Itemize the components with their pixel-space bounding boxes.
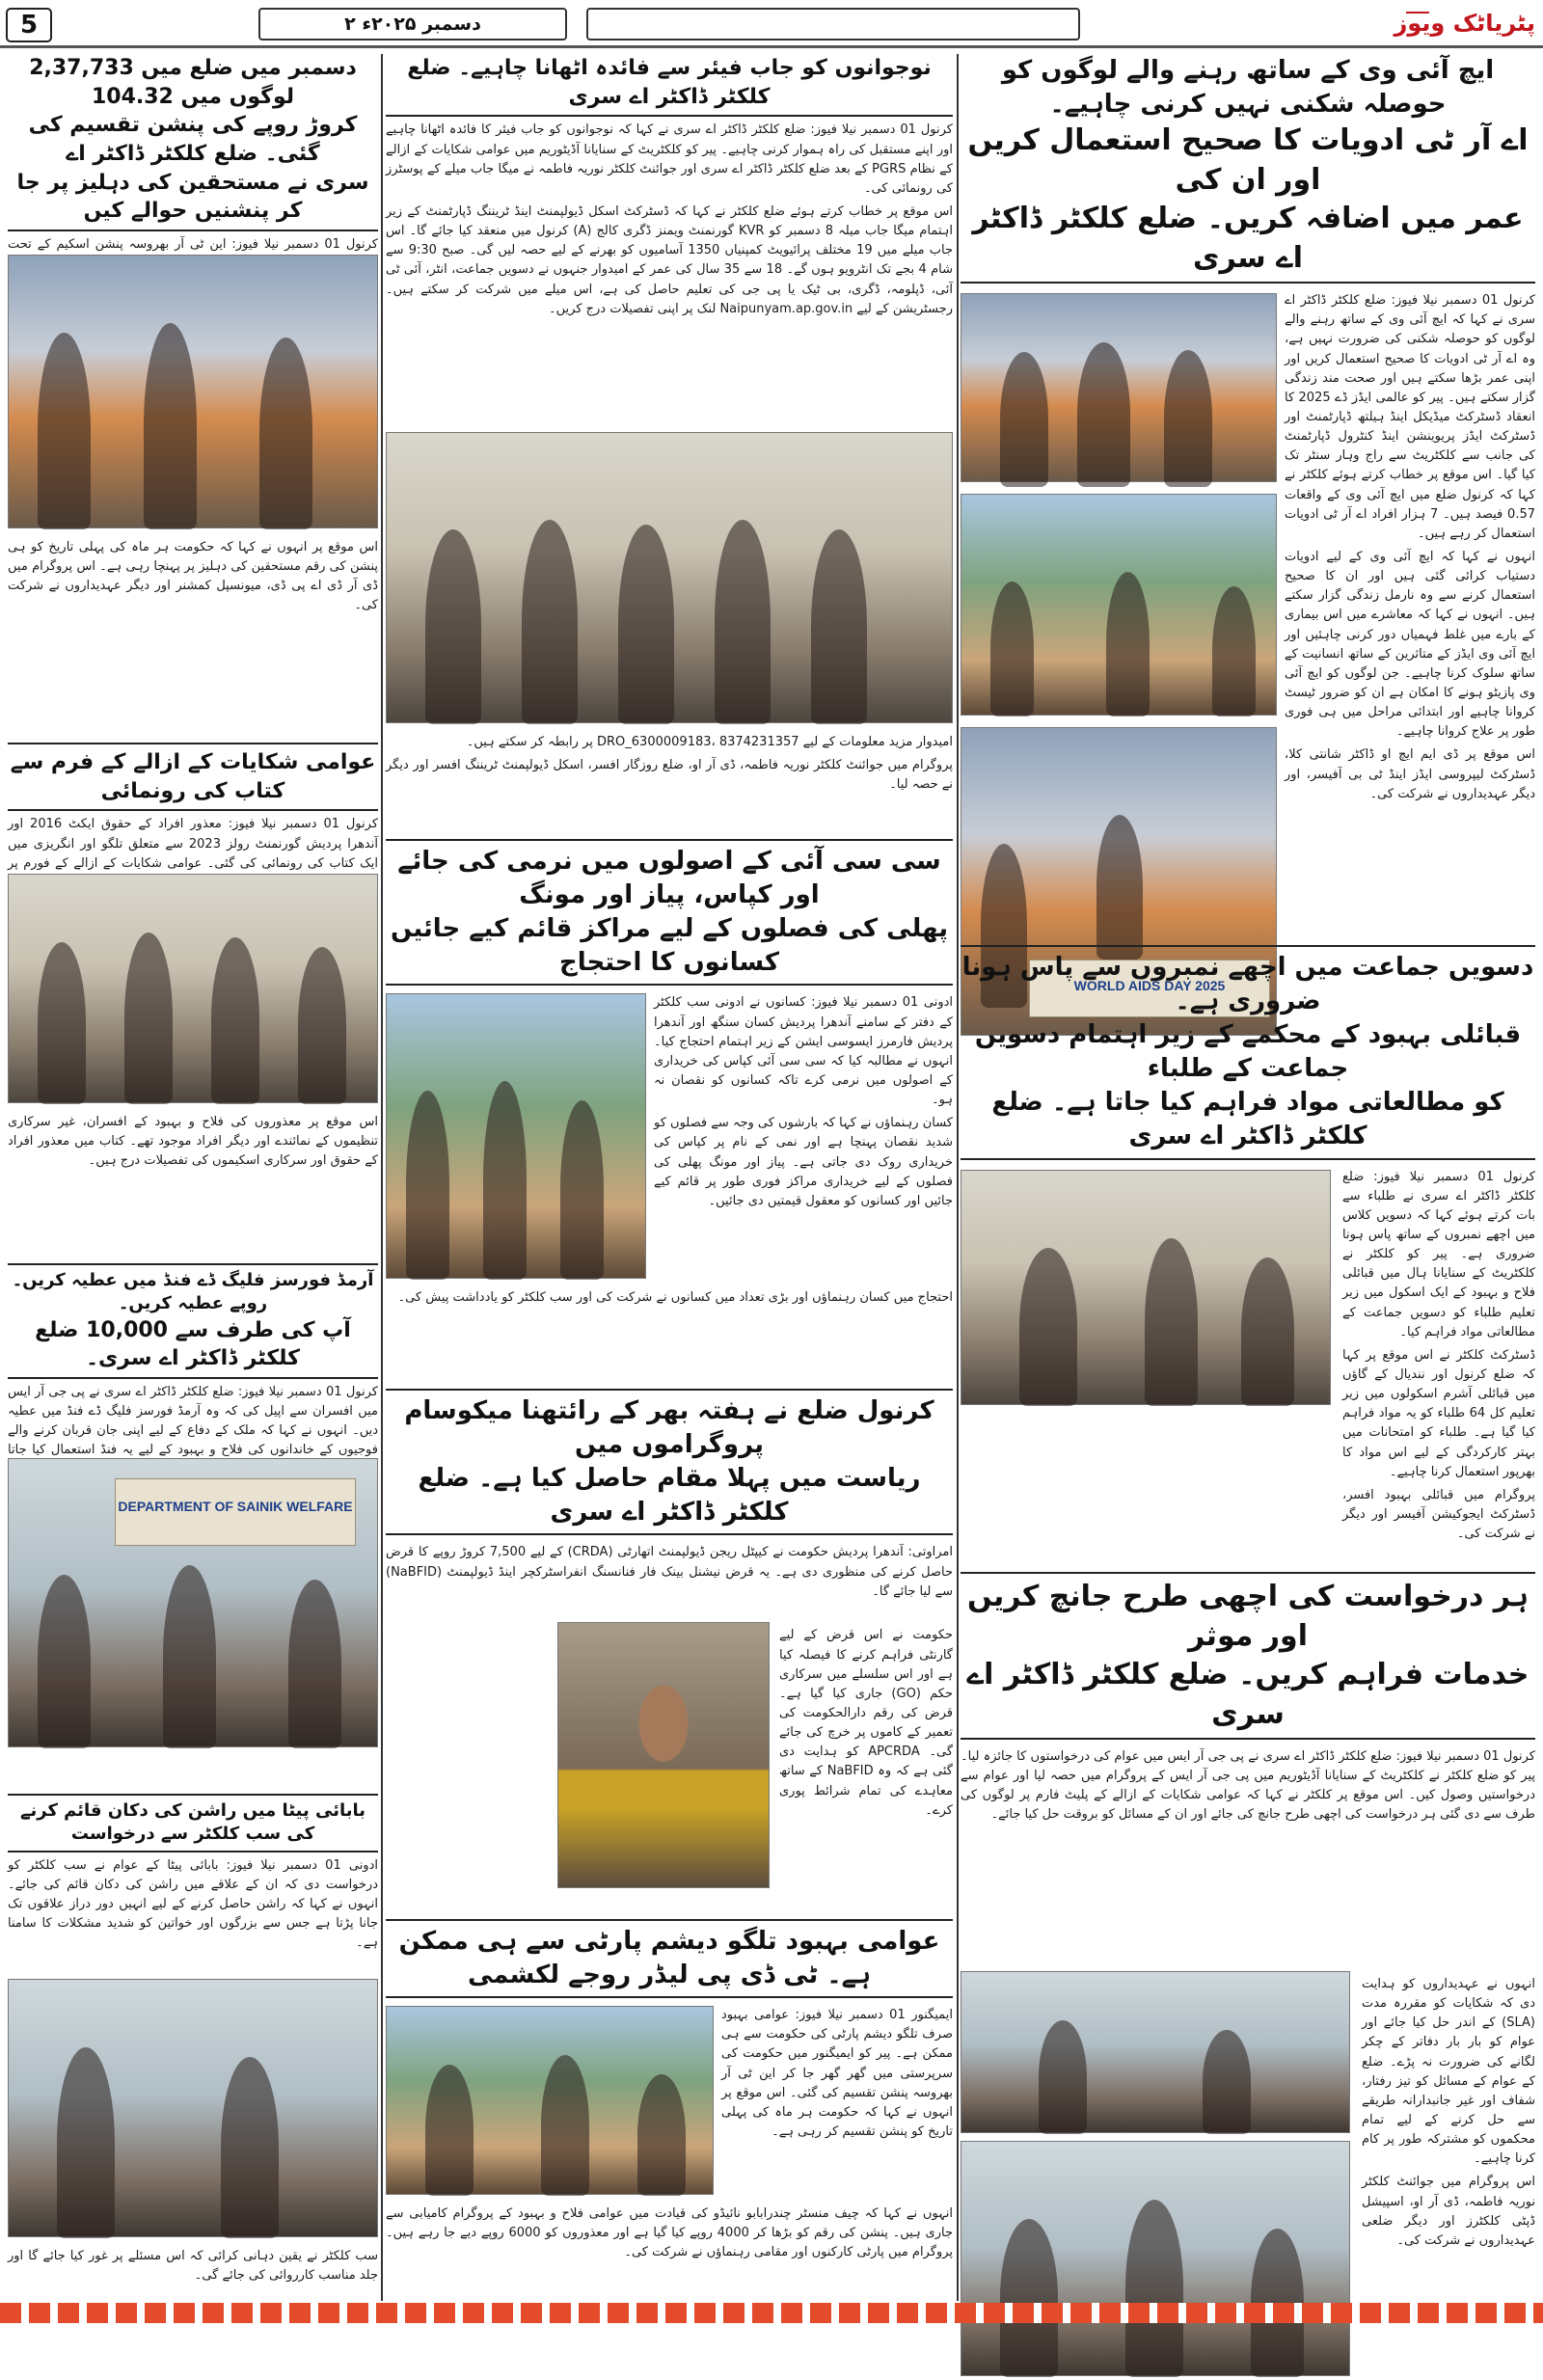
divider (386, 115, 953, 117)
banner-text: WORLD AIDS DAY 2025 (1073, 977, 1226, 993)
article-headline (8, 1269, 378, 1373)
photo-collector-with-petitioners (961, 2141, 1350, 2376)
divider (961, 282, 1535, 284)
paragraph: کرنول 01 دسمبر نیلا فیوز: ضلع کلکٹر ڈاکٹر اے سری نے کہا کہ ایچ آئی وی کے ساتھ رہنے والے لوگوں کو حوصلہ شکنی کی ضرورت نہیں ہے، وہ اے آر ٹی ادویات کا صحیح استعمال کریں اور اپنی عمر بڑھا سکتے ہیں اور صحت مند زندگی گزار سکتے ہیں۔ پیر کو عالمی ایڈز ڈے 2025 کا انعقاد ڈسٹرکٹ میڈیکل اینڈ ہیلتھ ڈپارٹمنٹ اور ڈسٹرکٹ ایڈز پریوینشن اینڈ کنٹرول ڈپارٹمنٹ کی جانب سے کلکٹریٹ سے راج وہار سنٹر تک کیا گیا۔ اس موقع پر خطاب کرتے ہوئے کلکٹر نے کہا کہ کرنول ضلع میں ایچ آئی وی کے واقعات 0.57 فیصد ہیں۔ 7 ہزار افراد اے آر ٹی ادویات استعمال کر رہے ہیں۔ (1285, 293, 1535, 541)
divider (386, 1533, 953, 1535)
paragraph: ڈسٹرکٹ کلکٹر نے اس موقع پر کہا کہ ضلع کرنول اور نندیال کے گاؤں میں قبائلی آشرم اسکولوں میں زیر تعلیم کل 64 طلباء کو یہ مواد فراہم کیا گیا ہے۔ طلباء کو امتحانات میں بہتر کارکردگی کے لیے اس مواد کا بھرپور استعمال کرنا چاہیے۔ (1342, 1347, 1535, 1479)
article-body (386, 121, 953, 448)
paragraph: اس موقع پر ڈی ایم ایچ او ڈاکٹر شانتی کلا، ڈسٹرکٹ لیپروسی ایڈز اینڈ ٹی بی آفیسر، اور دیگر عہدیداروں نے شرکت کی۔ (1285, 747, 1535, 801)
article-body-continued (8, 1113, 378, 1248)
paragraph: اس پروگرام میں جوائنٹ کلکٹر نوریہ فاطمہ، ڈی آر او، اسپیشل ڈپٹی کلکٹرز اور دیگر ضلعی عہدیداروں نے شرکت کی۔ (1362, 2175, 1535, 2248)
headline-line: خدمات فراہم کریں۔ ضلع کلکٹر ڈاکٹر اے سری (966, 1658, 1529, 1731)
headline-line: دسویں جماعت میں اچھے نمبروں سے پاس ہونا ضروری ہے۔ (961, 953, 1534, 1016)
paragraph: احتجاج میں کسان رہنماؤں اور بڑی تعداد میں کسانوں نے شرکت کی اور سب کلکٹر کو یادداشت پیش کی۔ (397, 1290, 953, 1306)
headline-line: قبائلی بہبود کے محکمے کے زیر اہتمام دسویں جماعت کے طلباء (974, 1020, 1522, 1084)
article-body-continued (8, 538, 378, 731)
divider (961, 945, 1535, 947)
article-body (721, 2006, 953, 2208)
photo-collector-portrait (557, 1622, 770, 1888)
article-body-wrap (961, 1744, 1535, 2380)
divider (8, 809, 378, 811)
paragraph: اس موقع پر انہوں نے کہا کہ حکومت ہر ماہ کی پہلی تاریخ کو ہی پنشن کی رقم مستحقین کی دہلیز پر پہنچا رہی ہے۔ اس پروگرام میں ڈی آر ڈی اے پی ڈی، میونسپل کمشنر اور دیگر عہدیداروں نے شرکت کی۔ (8, 540, 378, 613)
column-middle (386, 54, 953, 2311)
paragraph: ادونی 01 دسمبر نیلا فیوز: کسانوں نے ادونی سب کلکٹر کے دفتر کے سامنے آندھرا پردیش کسان سنگھ اور آندھرا پردیش فارمرز ایسوسی ایشن کے زیر اہتمام احتجاج کیا۔ انہوں نے مطالبہ کیا کہ سی سی آئی کپاس کی خریداری کے اصولوں میں نرمی کرے تاکہ کسانوں کو نقصان نہ ہو۔ (654, 995, 953, 1108)
divider (386, 1919, 953, 1921)
article-headline (386, 1925, 953, 1992)
headline-line: کو مطالعاتی مواد فراہم کیا جاتا ہے۔ ضلع کلکٹر ڈاکٹر اے سری (991, 1088, 1504, 1151)
divider (8, 1377, 378, 1379)
photo-book-release (8, 874, 378, 1103)
masthead (0, 0, 1543, 48)
headline-line: آرمڈ فورسز فلیگ ڈے فنڈ میں عطیہ کریں۔ روپے عطیہ کریں۔ (12, 1270, 374, 1314)
paragraph: انہوں نے کہا کہ ایچ آئی وی کے لیے ادویات دستیاب کرائی گئی ہیں اور ان کا صحیح استعمال کرنے سے وہ نارمل زندگی گزار سکتے ہیں۔ انہوں نے کہا کہ معاشرے میں اس بیماری کے بارے میں غلط فہمیاں دور کرنی چاہئیں اور ایچ آئی وی ایڈز کے متاثرین کے ساتھ انسانیت کے ساتھ سلوک کرنا چاہیے۔ جن لوگوں کو ایچ آئی وی پازیٹو ہونے کا امکان ہے ان کو ضرور ٹیسٹ کروانا چاہیے اور ابتدائی مراحل میں ہی فوری طور پر علاج کروانا چاہیے۔ (1285, 550, 1535, 740)
paragraph: سب کلکٹر نے یقین دہانی کرائی کہ اس مسئلے پر غور کیا جائے گا اور جلد مناسب کارروائی کی جائے گی۔ (8, 2249, 378, 2284)
paragraph: انہوں نے کہا کہ چیف منسٹر چندرابابو نائیڈو کی قیادت میں عوامی فلاح و بہبود کے پروگرام کامیابی سے جاری ہیں۔ پنشن کی رقم کو بڑھا کر 4000 روپے کیا گیا ہے اور معذوروں کو 6000 روپے دیے جا رہے ہیں۔ پروگرام میں پارٹی کارکنوں اور مقامی رہنماؤں نے شرکت کی۔ (386, 2206, 953, 2260)
photo-pgrs-hall (961, 1971, 1350, 2133)
paragraph: کرنول 01 دسمبر نیلا فیوز: ضلع کلکٹر ڈاکٹر اے سری نے پی جی آر ایس میں عوام کی درخواستوں کا جائزہ لیا۔ پیر کو ضلع کلکٹر نے کلکٹریٹ کے سنایانا آڈیٹوریم میں پی جی آر ایس کے پروگرام میں حصہ لیا اور عوام سے درخواستیں وصول کیں۔ اس موقع پر کلکٹر نے کہا کہ عوامی شکایات کے ازالے کے پلیٹ فارم پر لوگوں کی طرف سے دی گئی ہر درخواست کی اچھی طرح جانچ کی جائے اور ان کے مسائل کو بروقت حل کیا جائے۔ (961, 1749, 1536, 1823)
newspaper-logo (1342, 4, 1535, 44)
footer-decorative-bar (0, 2303, 1543, 2323)
headline-line: کروڑ روپے کی پنشن تقسیم کی گئی۔ ضلع کلکٹر ڈاکٹر اے (28, 113, 358, 167)
paragraph: کرنول 01 دسمبر نیلا فیوز: ضلع کلکٹر ڈاکٹر اے سری نے طلباء سے بات کرتے ہوئے کہا کہ دسویں کلاس میں اچھے نمبروں کے ساتھ پاس ہونا ضروری ہے۔ پیر کو کلکٹر نے کلکٹریٹ کے سنایانا ہال میں قبائلی فلاح و بہبود کے ایک اسکول میں زیر تعلیم طلباء کو دسویں جماعت کے مطالعاتی مواد فراہم کیا۔ (1342, 1169, 1535, 1339)
headline-line: بابائی پیٹا میں راشن کی دکان قائم کرنے کی سب کلکٹر سے درخواست (19, 1800, 366, 1845)
article-headline (961, 54, 1535, 278)
article-body-wrap (386, 2002, 953, 2330)
article-body-continued (779, 1626, 953, 1954)
article-headline (386, 1394, 953, 1529)
paragraph: اس موقع پر معذوروں کی فلاح و بہبود کے افسران، غیر سرکاری تنظیموں کے نمائندے اور دیگر افراد موجود تھے۔ کتاب میں معذور افراد کے حقوق اور سرکاری اسکیموں کی تفصیلات درج ہیں۔ (8, 1115, 378, 1169)
divider (961, 1572, 1535, 1574)
paragraph: اس موقع پر خطاب کرتے ہوئے ضلع کلکٹر نے کہا کہ ڈسٹرکٹ اسکل ڈیولپمنٹ اینڈ ٹریننگ ڈپارٹمنٹ کے زیر اہتمام میگا جاب میلہ 8 دسمبر کو KVR گورنمنٹ ویمنز ڈگری کالج (A) کرنول میں منعقد کیا جائے گا۔ اس جاب میلے میں 19 مختلف پرائیویٹ کمپنیاں 1350 آسامیوں کو بھرنے کے لیے حصہ لیں گی۔ صبح 9:30 سے شام 4 بجے تک انٹرویو ہوں گے۔ 18 سے 35 سال کی عمر کے امیدوار جنہوں نے دسویں جماعت، انٹر، آئی ٹی آئی، ڈپلومہ، ڈگری، بی ٹیک یا پی جی کی تعلیم حاصل کی ہے، اس میلے میں شرکت کر سکتے ہیں۔ رجسٹریشن کے لیے Naipunyam.ap.gov.in لنک پر اپنی تفصیلات درج کریں۔ (386, 203, 953, 316)
article-headline (8, 54, 378, 226)
article-headline (961, 1578, 1535, 1734)
column-rule (957, 54, 959, 2301)
headline-line: اے آر ٹی ادویات کا صحیح استعمال کریں اور ان کی (967, 123, 1529, 197)
article-body (8, 1856, 378, 1982)
divider (8, 1851, 378, 1853)
photo-sub-collector-office (8, 1979, 378, 2237)
article-body (1285, 291, 1535, 1043)
photo-press-conference (961, 293, 1277, 482)
issue-date: ۲ دسمبر ۲۰۲۵ء (258, 8, 567, 41)
article-headline (8, 1799, 378, 1847)
article-body-continued (386, 733, 953, 829)
divider (386, 984, 953, 986)
headline-line: ایچ آئی وی کے ساتھ رہنے والے لوگوں کو حوصلہ شکنی نہیں کرنی چاہیے۔ (1001, 56, 1495, 120)
photo-aids-rally (961, 494, 1277, 716)
headline-line: سری نے مستحقین کی دہلیز پر جا کر پنشنیں حوالے کیں (16, 170, 369, 224)
article-body (961, 1747, 1535, 1969)
headline-line: ریاست میں پہلا مقام حاصل کیا ہے۔ ضلع کلکٹر ڈاکٹر اے سری (418, 1464, 921, 1528)
divider (8, 743, 378, 744)
headline-line: ہر درخواست کی اچھی طرح جانچ کریں اور موثر (966, 1580, 1529, 1653)
article-pgrs-applications (961, 1568, 1535, 2311)
article-body (386, 1543, 953, 1620)
paragraph: امیدوار مزید معلومات کے لیے DRO_6300009183، 8374231357 پر رابطہ کر سکتے ہیں۔ (466, 735, 953, 749)
article-body-wrap (961, 287, 1535, 1040)
paragraph: کسان رہنماؤں نے کہا کہ بارشوں کی وجہ سے فصلوں کو شدید نقصان پہنچا ہے اور نمی کے نام پر کپاس کی خریداری روک دی جاتی ہے۔ پیاز اور مونگ پھلی کی فصلوں کے لیے خریداری مراکز فوری طور پر قائم کیے جائیں اور کسانوں کو معقول قیمتیں دی جائیں۔ (654, 1116, 953, 1208)
paragraph: کرنول 01 دسمبر نیلا فیوز: این ٹی آر بھروسہ پنشن اسکیم کے تحت (8, 237, 378, 253)
photo-pension-handover (8, 255, 378, 528)
paragraph: ایمیگنور 01 دسمبر نیلا فیوز: عوامی بہبود صرف تلگو دیشم پارٹی کی حکومت سے ہی ممکن ہے۔ پیر کو ایمیگنور میں حکومت کی سرپرستی میں گھر گھر جا کر این ٹی آر بھروسہ پنشن تقسیم کی گئی۔ اس موقع پر انہوں نے کہا کہ حکومت ہر ماہ کی پہلی تاریخ کو پنشن تقسیم کر رہی ہے۔ (721, 2008, 953, 2140)
article-ration-shop-request (8, 1790, 378, 2311)
headline-line: عوامی شکایات کے ازالے کے فرم سے کتاب کی رونمائی (10, 750, 376, 803)
headline-line: سی سی آئی کے اصولوں میں نرمی کی جائے اور کپاس، پیاز اور مونگ (397, 847, 941, 910)
divider (8, 230, 378, 231)
article-headline (386, 54, 953, 111)
header-blank-box (586, 8, 1080, 41)
headline-line: عمر میں اضافہ کریں۔ ضلع کلکٹر ڈاکٹر اے سری (972, 202, 1524, 275)
headline-line: کرنول ضلع نے ہفتہ بھر کے رائتھنا میکوسام پروگراموں میں (404, 1396, 934, 1460)
paragraph: کرنول 01 دسمبر نیلا فیوز: ضلع کلکٹر ڈاکٹر اے سری نے کہا کہ نوجوانوں کو جاب فیئر کا فائدہ اٹھانا چاہیے اور اپنے مستقبل کی راہ ہموار کرنی چاہیے۔ پیر کو کلکٹریٹ کے سنایانا آڈیٹوریم میں عوامی شکایات کے ازالے کے نظام PGRS کے بعد ضلع کلکٹر ڈاکٹر اے سری اور جوائنٹ کلکٹر نوریہ فاطمہ نے میگا جاب میلے کے پوسٹرز کی رونمائی کی۔ (386, 122, 953, 196)
article-headline (961, 951, 1535, 1154)
divider (8, 1263, 378, 1265)
paragraph: امراوتی: آندھرا پردیش حکومت نے کیپٹل ریجن ڈیولپمنٹ اتھارٹی (CRDA) کے لیے 7,500 کروڑ روپے کا قرض حاصل کرنے کی منظوری دی ہے۔ یہ قرض نیشنل بینک فار فنانسنگ انفراسٹرکچر اینڈ ڈیولپمنٹ (NaBFID) سے لیا جائے گا۔ (386, 1545, 953, 1599)
headline-line: عوامی بہبود تلگو دیشم پارٹی سے ہی ممکن ہے۔ ٹی ڈی پی لیڈر روجے لکشمی (398, 1927, 940, 1990)
article-headline (8, 748, 378, 805)
logo-text: پٹریاٹک ویوز (1394, 10, 1535, 37)
divider (8, 1794, 378, 1796)
paragraph: کرنول 01 دسمبر نیلا فیوز: معذور افراد کے حقوق ایکٹ 2016 اور آندھرا پردیش گورنمنٹ رولز 2023 سے متعلق تلگو اور انگریزی میں ایک کتاب کی رونمائی کی گئی۔ عوامی شکایات کے ازالے کے فورم پر (8, 817, 379, 871)
article-tdp-pension (386, 1915, 953, 2311)
sainik-welfare-banner (115, 1478, 356, 1546)
paragraph: انہوں نے عہدیداروں کو ہدایت دی کہ شکایات کو مقررہ مدت (SLA) کے اندر حل کیا جائے اور عوام کو بار بار دفاتر کے چکر لگانے کی ضرورت نہ پڑے۔ ضلع کے عوام کے مسائل کو تیز رفتار، شفاف اور غیر جانبدارانہ طریقے سے حل کرنے کے لیے تمام محکموں کو مشترکہ طور پر کام کرنا چاہیے۔ (1362, 1977, 1535, 2167)
article-job-fair (386, 54, 953, 825)
article-body-wrap (386, 989, 953, 1423)
paragraph: پروگرام میں جوائنٹ کلکٹر نوریہ فاطمہ، ڈی آر او، ضلع روزگار افسر، اسکل ڈیولپمنٹ ٹریننگ افسر اور دیگر نے حصہ لیا۔ (386, 758, 953, 793)
article-body-continued (8, 2247, 378, 2311)
column-left (8, 54, 378, 2311)
headline-line: پھلی کی فصلوں کے لیے مراکز قائم کیے جائیں کسانوں کا احتجاج (390, 914, 949, 978)
article-body (654, 993, 953, 1283)
headline-line: آپ کی طرف سے 10,000 ضلع کلکٹر ڈاکٹر اے سری۔ (35, 1317, 351, 1371)
paragraph: پروگرام میں قبائلی بہبود افسر، ڈسٹرکٹ ایجوکیشن آفیسر اور دیگر نے شرکت کی۔ (1342, 1487, 1535, 1542)
article-crda-loan (386, 1385, 953, 1906)
column-right (961, 54, 1535, 2311)
photo-job-fair-poster-release (386, 432, 953, 723)
article-farmers-protest (386, 835, 953, 1375)
photo-study-material-distribution (961, 1170, 1331, 1405)
headline-line: نوجوانوں کو جاب فیئر سے فائدہ اٹھانا چاہیے۔ ضلع کلکٹر ڈاکٹر اے سری (407, 56, 932, 109)
divider (961, 1158, 1535, 1160)
headline-line: دسمبر میں ضلع میں 2,37,733 لوگوں میں 104.32 (29, 56, 357, 109)
divider (386, 1389, 953, 1391)
photo-pension-distribution (386, 2006, 714, 2195)
article-pension-distribution (8, 54, 378, 729)
divider (961, 1738, 1535, 1740)
article-tenth-class-study-material (961, 941, 1535, 1558)
article-headline (386, 845, 953, 980)
divider (386, 839, 953, 841)
article-book-release (8, 739, 378, 1250)
column-rule (381, 54, 383, 2301)
photo-farmers-protest (386, 993, 646, 1279)
paragraph: حکومت نے اس قرض کے لیے گارنٹی فراہم کرنے کا فیصلہ کیا ہے اور اس سلسلے میں سرکاری حکم (GO) جاری کیا گیا ہے۔ قرض کی رقم دارالحکومت کی تعمیر کے کاموں پر خرچ کی جائے گی۔ APCRDA کو ہدایت دی گئی ہے کہ وہ NaBFID کے ساتھ معاہدے کی تمام شرائط پوری کرے۔ (779, 1628, 954, 1818)
article-body-wrap (386, 1539, 953, 1954)
paragraph: کرنول 01 دسمبر نیلا فیوز: ضلع کلکٹر ڈاکٹر اے سری نے پی جی آر ایس میں افسران سے اپیل کی کہ وہ آرمڈ فورسز فلیگ ڈے فنڈ میں عطیہ دیں۔ انہوں نے کہا کہ ملک کے دفاع کے لیے اپنی جان قربان کرنے والے فوجیوں کے خاندانوں کی فلاح و بہبود کے لیے یہ فنڈ استعمال کیا جاتا (8, 1384, 378, 1458)
banner-text: DEPARTMENT OF SAINIK WELFARE (118, 1499, 353, 1515)
paragraph: ادونی 01 دسمبر نیلا فیوز: بابائی پیٹا کے عوام نے سب کلکٹر کو درخواست دی کہ ان کے علاقے میں راشن کی دکان قائم کی جائے۔ انہوں نے کہا کہ راشن حاصل کرنے کے لیے انہیں دور دراز علاقوں تک جانا پڑتا ہے جس سے بزرگوں اور خواتین کو شدید مشکلات کا سامنا ہے۔ (8, 1857, 378, 1951)
photo-flag-day-donation (8, 1458, 378, 1747)
article-flag-day-fund (8, 1259, 378, 1780)
divider (386, 1996, 953, 1998)
page-number: 5 (6, 8, 52, 42)
